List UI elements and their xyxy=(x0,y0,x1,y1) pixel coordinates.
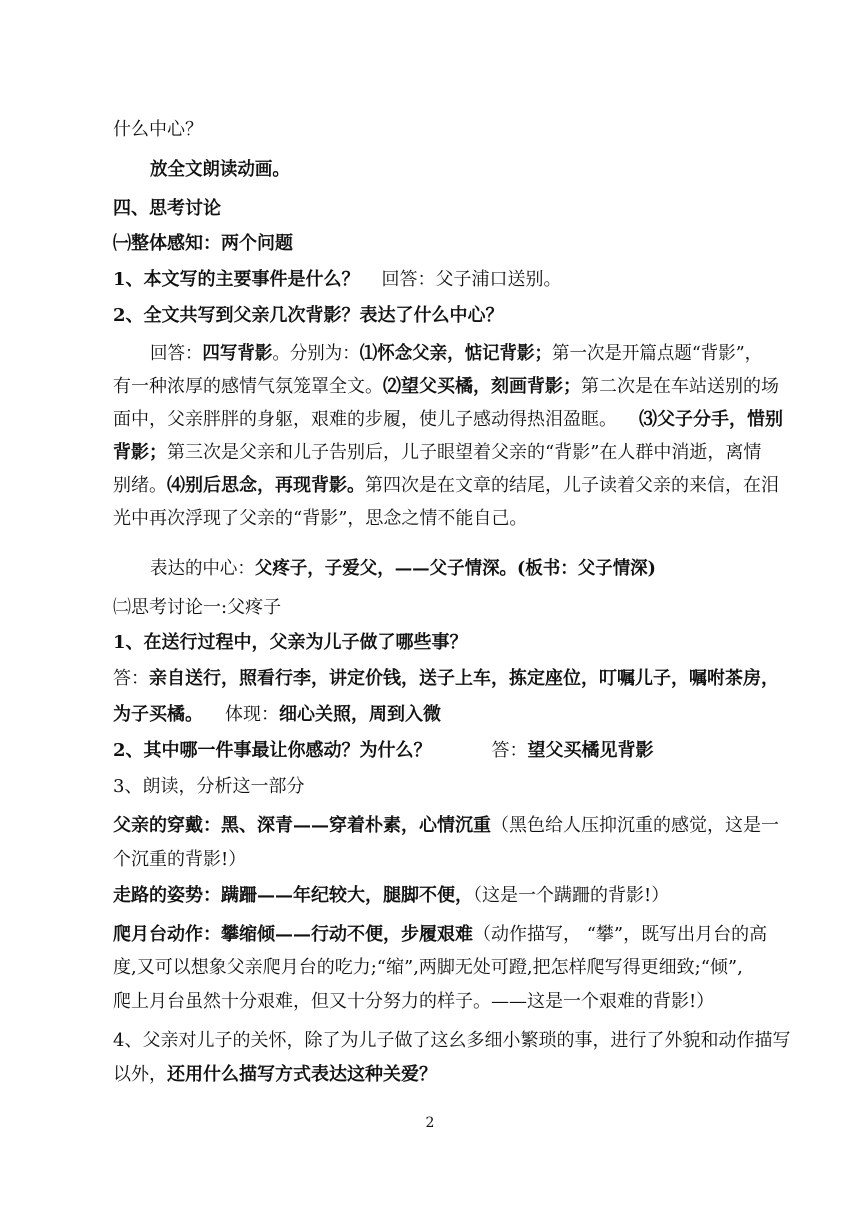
text-line: 走路的姿势：蹒跚——年纪较大，腿脚不便，（这是一个蹒跚的背影!） xyxy=(113,885,670,906)
subsection-heading: ㈠整体感知：两个问题 xyxy=(113,233,293,254)
text-line: 面中，父亲胖胖的身躯，艰难的步履，使儿子感动得热泪盈眶。 ⑶父子分手，惜别 xyxy=(113,409,783,430)
subsection-heading: ㈡思考讨论一:父疼子 xyxy=(113,597,282,618)
question-line: 2、全文共写到父亲几次背影？表达了什么中心？ xyxy=(113,305,504,326)
text-line: 光中再次浮现了父亲的“背影”，思念之情不能自己。 xyxy=(113,508,528,529)
text-line: 背影；第三次是父亲和儿子告别后，儿子眼望着父亲的“背影”在人群中消逝，离情 xyxy=(113,442,762,463)
text-line: 有一种浓厚的感情气氛笼罩全文。⑵望父买橘，刻画背影；第二次是在车站送别的场 xyxy=(113,376,779,397)
text-line: 表达的中心：父疼子，子爱父，——父子情深。(板书：父子情深) xyxy=(150,558,656,579)
text-line: 4、父亲对儿子的关怀，除了为儿子做了这幺多细小繁琐的事，进行了外貌和动作描写 xyxy=(113,1030,791,1051)
text-line: 以外，还用什么描写方式表达这种关爱？ xyxy=(113,1064,437,1085)
page-number: 2 xyxy=(425,1115,435,1131)
text-line: 什么中心？ xyxy=(113,119,203,140)
text-line: 3、朗读，分析这一部分 xyxy=(113,776,305,797)
question-line: 2、其中哪一件事最让你感动？为什么？ 答：望父买橘见背影 xyxy=(113,740,654,761)
answer-line: 为子买橘。 体现：细心关照，周到入微 xyxy=(113,704,441,725)
text-line: 父亲的穿戴：黑、深青——穿着朴素，心情沉重（黑色给人压抑沉重的感觉，这是一 xyxy=(113,815,779,836)
answer-line: 答：亲自送行，照看行李，讲定价钱，送子上车，拣定座位，叮嘱儿子，嘱咐茶房， xyxy=(113,668,779,689)
text-line: 回答：四写背影。分别为：⑴怀念父亲，惦记背影；第一次是开篇点题“背影”， xyxy=(150,343,763,364)
question-line: 1、在送行过程中，父亲为儿子做了哪些事？ xyxy=(113,632,468,653)
text-line: 爬月台动作：攀缩倾——行动不便，步履艰难（动作描写， “攀”，既写出月台的高 xyxy=(113,924,768,945)
section-heading: 四、思考讨论 xyxy=(113,198,221,219)
text-line: 别绪。⑷别后思念，再现背影。第四次是在文章的结尾，儿子读着父亲的来信，在泪 xyxy=(113,475,779,496)
text-line: 放全文朗读动画。 xyxy=(150,159,290,180)
question-line: 1、本文写的主要事件是什么？ 回答：父子浦口送别。 xyxy=(113,269,562,290)
text-line: 度,又可以想象父亲爬月台的吃力;“缩”,两脚无处可蹬,把怎样爬写得更细致;“倾”, xyxy=(113,957,743,978)
text-line: 个沉重的背影!） xyxy=(113,849,247,870)
text-line: 爬上月台虽然十分艰难，但又十分努力的样子。——这是一个艰难的背影!） xyxy=(113,991,715,1012)
